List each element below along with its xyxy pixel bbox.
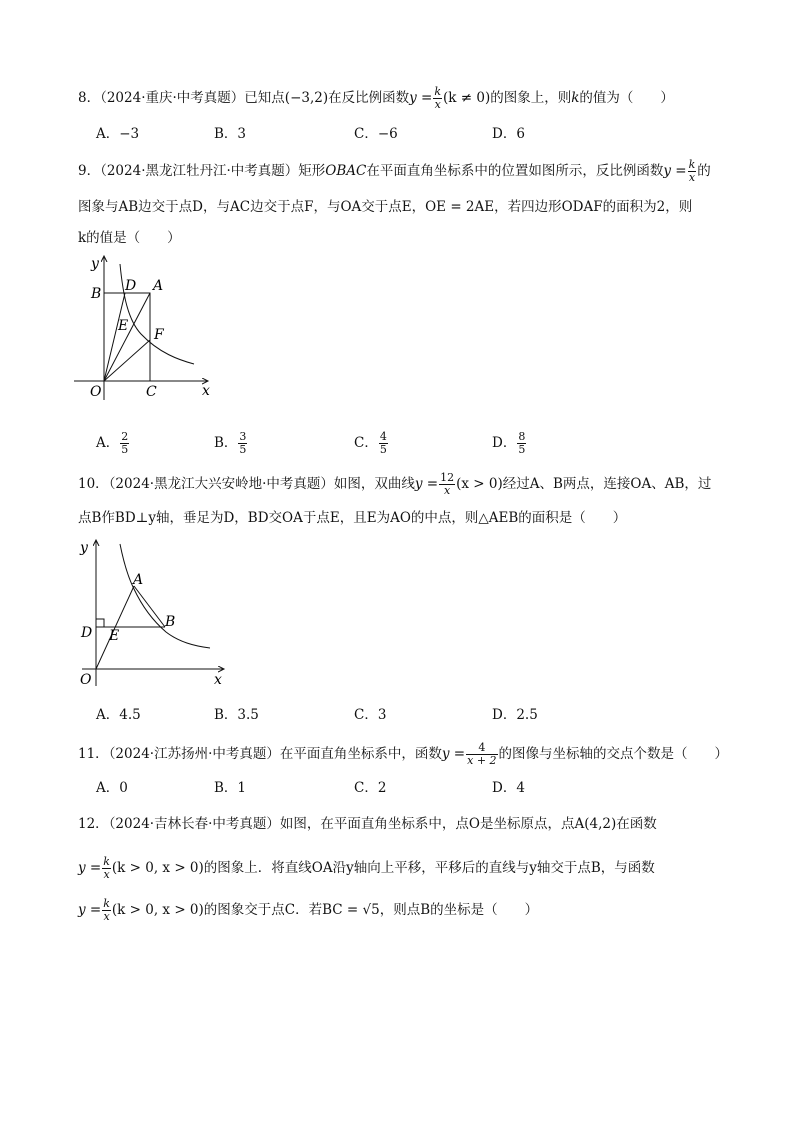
q10-option-c[interactable]: C．3: [354, 707, 387, 723]
q10-line1-a: 如图，双曲线: [333, 476, 415, 492]
q10-segment-ab: [134, 586, 165, 627]
q8-option-d[interactable]: D．6: [492, 126, 525, 142]
q12-stem-line1: [78, 814, 657, 834]
q12-line3-b: 的图象交于点C．若BC = √5，则点B的坐标是（ ）: [203, 902, 539, 918]
q9-option-a[interactable]: [96, 431, 130, 456]
q8-stem: [78, 86, 674, 111]
q8-text-c: 的图象上，则: [490, 90, 572, 106]
q11-text-b: 的图像与坐标轴的交点个数是（ ）: [498, 746, 729, 762]
q12-fraction-1: [102, 856, 111, 881]
q9-stem-line1: [78, 159, 711, 184]
q12-stem-line3: [78, 898, 538, 923]
q12-condition-1: (k > 0, x > 0): [111, 860, 204, 876]
q9-label-d: D: [125, 278, 137, 294]
q8-option-b[interactable]: B．3: [214, 126, 247, 142]
q9-line1-a: 矩形: [298, 163, 326, 179]
q9-option-a-letter: A．: [96, 435, 120, 451]
q9-label-b: B: [91, 286, 102, 302]
q12-frac-den-2: x: [103, 910, 110, 923]
q10-figure: [74, 534, 234, 692]
q10-label-a: A: [133, 572, 144, 588]
q12-fraction-2: [102, 898, 111, 923]
q9-number: 9．: [78, 163, 101, 179]
q10-stem-line1: [78, 472, 711, 497]
q11-frac-den: x + 2: [467, 754, 497, 767]
q9-frac-den: x: [688, 171, 696, 184]
q8-frac-num: k: [434, 85, 442, 98]
q9-option-c-den: 5: [379, 443, 387, 456]
q10-label-b: B: [165, 614, 176, 630]
q9-figure: [74, 250, 224, 405]
q12-stem-line2: [78, 856, 655, 881]
q9-line1-b: 在平面直角坐标系中的位置如图所示，反比例函数: [366, 163, 664, 179]
q9-fraction: [688, 159, 697, 184]
q8-var: k: [571, 90, 580, 106]
q9-label-a: A: [153, 278, 164, 294]
q11-option-b[interactable]: B．1: [214, 780, 247, 796]
q10-stem-line2: 点B作BD⊥y轴，垂足为D，BD交OA于点E，且E为AO的中点，则△AEB的面积是（ ）: [78, 510, 627, 526]
q9-option-b-den: 5: [239, 443, 247, 456]
q9-label-o: O: [90, 384, 102, 400]
q12-func-lhs-2: y =: [78, 902, 102, 918]
q10-label-e: E: [109, 628, 120, 644]
q12-source: （2024·吉林长春·中考真题）: [108, 816, 280, 832]
q10-fraction: [439, 472, 455, 497]
q12-line1: 如图，在平面直角坐标系中，点O是坐标原点，点A(4,2)在函数: [279, 816, 657, 832]
q8-text-b: 在反比例函数: [328, 90, 410, 106]
q9-option-c-letter: C．: [354, 435, 378, 451]
q9-label-f: F: [154, 327, 164, 343]
q11-fraction: [466, 742, 497, 767]
q9-option-a-frac: [120, 431, 129, 456]
q9-option-d-den: 5: [518, 443, 526, 456]
q12-frac-den-1: x: [103, 868, 110, 881]
q11-source: （2024·江苏扬州·中考真题）: [108, 746, 280, 762]
q10-label-y: y: [80, 540, 88, 556]
q12-line2-b: 的图象上．将直线OA沿y轴向上平移，平移后的直线与y轴交于点B，与函数: [203, 860, 655, 876]
q9-option-c[interactable]: [354, 431, 389, 456]
q9-option-d-num: 8: [518, 430, 526, 443]
q10-frac-num: 12: [440, 471, 455, 484]
q8-number: 8．: [78, 90, 101, 106]
q8-source: （2024·重庆·中考真题）: [100, 90, 245, 106]
q9-option-d[interactable]: [492, 431, 527, 456]
q12-frac-num-2: k: [103, 897, 110, 910]
q10-func-lhs: y =: [414, 476, 439, 492]
q10-label-o: O: [80, 672, 92, 688]
q9-stem-line2: 图象与AB边交于点D，与AC边交于点F，与OA交于点E，OE = 2AE，若四边形ODAF的面积为2，则: [78, 199, 693, 215]
q9-option-c-frac: [379, 431, 388, 456]
q11-number: 11．: [78, 746, 109, 762]
q11-frac-num: 4: [478, 741, 486, 754]
q11-func-lhs: y =: [441, 746, 466, 762]
q9-option-b-num: 3: [239, 430, 247, 443]
q11-option-d[interactable]: D．4: [492, 780, 525, 796]
q8-point: (−3,2): [284, 90, 329, 106]
q10-source: （2024·黑龙江大兴安岭地·中考真题）: [108, 476, 334, 492]
q9-frac-num: k: [688, 158, 696, 171]
q9-option-d-frac: [517, 431, 526, 456]
q9-segment-of: [104, 340, 150, 381]
q9-stem-line3: k的值是（ ）: [78, 230, 181, 246]
q9-line1-c: 的: [697, 163, 711, 179]
q10-condition: (x > 0): [456, 476, 503, 492]
q10-line1-b: 经过A、B两点，连接OA、AB，过: [502, 476, 712, 492]
q9-option-b[interactable]: [214, 431, 248, 456]
q8-condition: (k ≠ 0): [443, 90, 491, 106]
q9-label-y: y: [91, 256, 99, 272]
q8-fraction: [433, 86, 442, 111]
q12-number: 12．: [78, 816, 109, 832]
q9-source: （2024·黑龙江牡丹江·中考真题）: [100, 163, 299, 179]
q8-option-c[interactable]: C．−6: [354, 126, 398, 142]
q9-segment-od: [104, 293, 125, 381]
q9-option-a-den: 5: [121, 443, 129, 456]
q9-label-e: E: [118, 318, 129, 334]
q10-hyperbola: [120, 544, 210, 648]
q12-condition-2: (k > 0, x > 0): [111, 902, 204, 918]
q9-label-c: C: [146, 384, 157, 400]
q9-func-lhs: y =: [663, 163, 687, 179]
q10-label-d: D: [81, 625, 93, 641]
q8-option-a[interactable]: A．−3: [96, 126, 140, 142]
q8-frac-den: x: [434, 98, 441, 111]
q8-text-a: 已知点: [244, 90, 285, 106]
q11-option-c[interactable]: C．2: [354, 780, 387, 796]
q8-text-d: 的值为（ ）: [579, 90, 674, 106]
q9-option-b-letter: B．: [214, 435, 238, 451]
q10-option-d[interactable]: D．2.5: [492, 707, 538, 723]
q10-right-angle-mark: [96, 619, 104, 627]
q12-frac-num-1: k: [103, 855, 110, 868]
q10-option-b[interactable]: B．3.5: [214, 707, 259, 723]
q11-option-a[interactable]: A．0: [96, 780, 128, 796]
q10-frac-den: x: [439, 484, 455, 497]
q9-rect: OBAC: [325, 163, 367, 179]
q9-option-a-num: 2: [121, 430, 129, 443]
q10-option-a[interactable]: A．4.5: [96, 707, 141, 723]
q8-func-lhs: y =: [409, 90, 433, 106]
q10-label-x: x: [214, 672, 222, 688]
q9-label-x: x: [202, 383, 210, 399]
q9-option-b-frac: [238, 431, 247, 456]
q11-text-a: 在平面直角坐标系中，函数: [279, 746, 442, 762]
q9-option-c-num: 4: [379, 430, 387, 443]
q9-option-d-letter: D．: [492, 435, 517, 451]
q11-stem: [78, 742, 728, 767]
q12-func-lhs-1: y =: [78, 860, 102, 876]
q10-number: 10．: [78, 476, 109, 492]
